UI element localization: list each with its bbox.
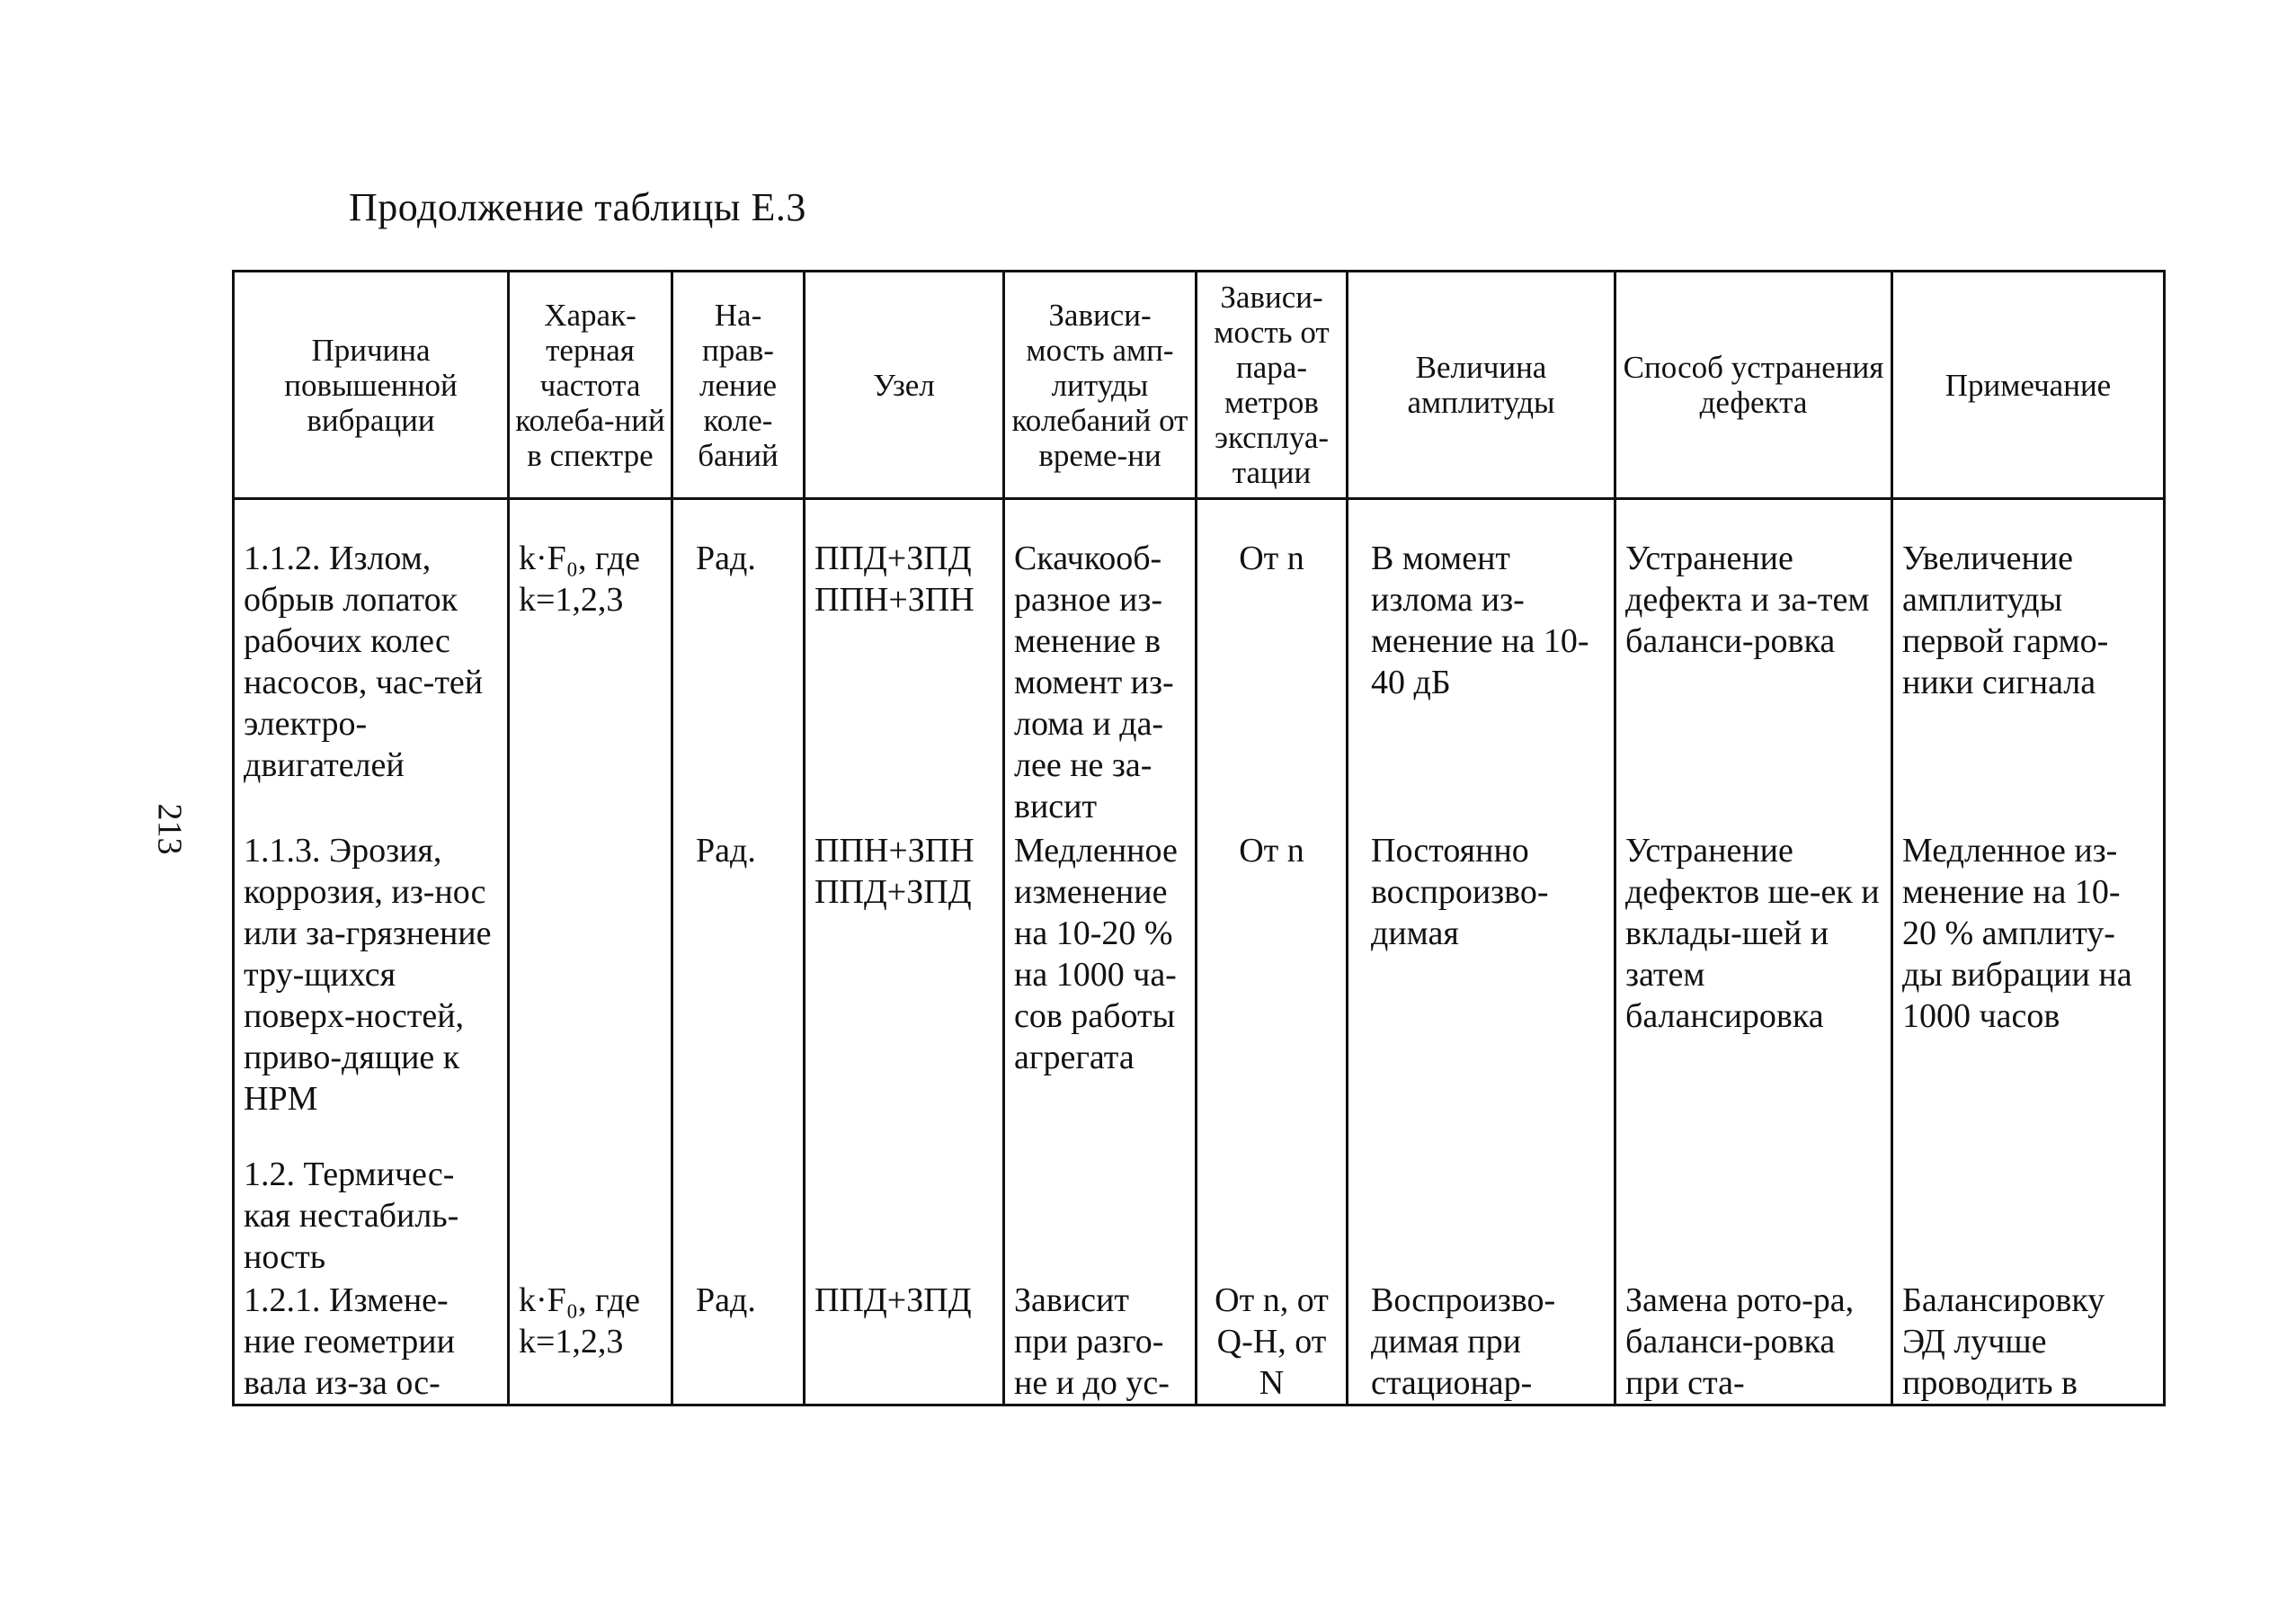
header-amplitude: Величина амплитуды (1348, 272, 1615, 499)
cell-param-dependence: От n, от Q-H, от N (1197, 1280, 1348, 1405)
cell-param-dependence: От n (1197, 499, 1348, 831)
cell-direction: Рад. (672, 499, 805, 831)
cell-cause: 1.2. Термичес-кая нестабиль-ность (234, 1154, 509, 1280)
header-time-dependence: Зависи-мость амп-литуды колебаний от време-ни (1004, 272, 1197, 499)
table-row (234, 1154, 2165, 1280)
cell-node (805, 1154, 1004, 1280)
cell-amplitude: В момент излома из-менение на 10-40 дБ (1348, 499, 1615, 831)
cell-remedy (1615, 1154, 1892, 1280)
header-remedy: Способ устранения дефекта (1615, 272, 1892, 499)
cell-amplitude: Воспроизво-димая при стационар- (1348, 1280, 1615, 1405)
cell-note: Медленное из-менение на 10-20 % амплиту-ды вибрации на 1000 часов (1892, 830, 2165, 1154)
header-direction: На-прав-ление коле-баний (672, 272, 805, 499)
cell-remedy: Устранение дефекта и за-тем баланси-ровка (1615, 499, 1892, 831)
cell-direction: Рад. (672, 1280, 805, 1405)
header-param-dependence: Зависи-мость от пара-метров эксплуа-тации (1197, 272, 1348, 499)
vibration-causes-table (232, 270, 2166, 1406)
header-node: Узел (805, 272, 1004, 499)
cell-direction: Рад. (672, 830, 805, 1154)
table-row (234, 499, 2165, 831)
cell-time-dependence: Зависит при разго-не и до ус- (1004, 1280, 1197, 1405)
table-caption: Продолжение таблицы Е.3 (349, 185, 806, 229)
page-number: 213 (150, 803, 189, 855)
cell-note (1892, 1154, 2165, 1280)
cell-param-dependence: От n (1197, 830, 1348, 1154)
header-note: Примечание (1892, 272, 2165, 499)
cell-time-dependence: Скачкооб-разное из-менение в момент из-лома и да-лее не за-висит (1004, 499, 1197, 831)
cell-node: ППД+ЗПД (805, 1280, 1004, 1405)
table-row (234, 830, 2165, 1154)
table-row (234, 1280, 2165, 1405)
cell-amplitude: Постоянно воспроизво-димая (1348, 830, 1615, 1154)
cell-frequency: k·F₀, где k=1,2,3 (509, 1280, 672, 1405)
cell-amplitude (1348, 1154, 1615, 1280)
header-frequency: Харак-терная частота колеба-ний в спектре (509, 272, 672, 499)
cell-frequency (509, 1154, 672, 1280)
header-cause: Причина повышенной вибрации (234, 272, 509, 499)
cell-remedy: Устранение дефектов ше-ек и вклады-шей и затем балансировка (1615, 830, 1892, 1154)
cell-cause: 1.1.3. Эрозия, коррозия, из-нос или за-грязнение тру-щихся поверх-ностей, приво-дящие к НРМ (234, 830, 509, 1154)
cell-frequency: k·F₀, где k=1,2,3 (509, 499, 672, 831)
cell-frequency (509, 830, 672, 1154)
cell-direction (672, 1154, 805, 1280)
cell-cause: 1.1.2. Излом, обрыв лопаток рабочих колес насосов, час-тей электро-двигателей (234, 499, 509, 831)
cell-note: Балансировку ЭД лучше проводить в (1892, 1280, 2165, 1405)
header-row (234, 272, 2165, 499)
cell-cause: 1.2.1. Измене-ние геометрии вала из-за ос- (234, 1280, 509, 1405)
cell-node: ППД+ЗПД ППН+ЗПН (805, 499, 1004, 831)
cell-time-dependence (1004, 1154, 1197, 1280)
cell-node: ППН+ЗПН ППД+ЗПД (805, 830, 1004, 1154)
cell-time-dependence: Медленное изменение на 10-20 % на 1000 ча-сов работы агрегата (1004, 830, 1197, 1154)
cell-param-dependence (1197, 1154, 1348, 1280)
cell-note: Увеличение амплитуды первой гармо-ники сигнала (1892, 499, 2165, 831)
cell-remedy: Замена рото-ра, баланси-ровка при ста- (1615, 1280, 1892, 1405)
